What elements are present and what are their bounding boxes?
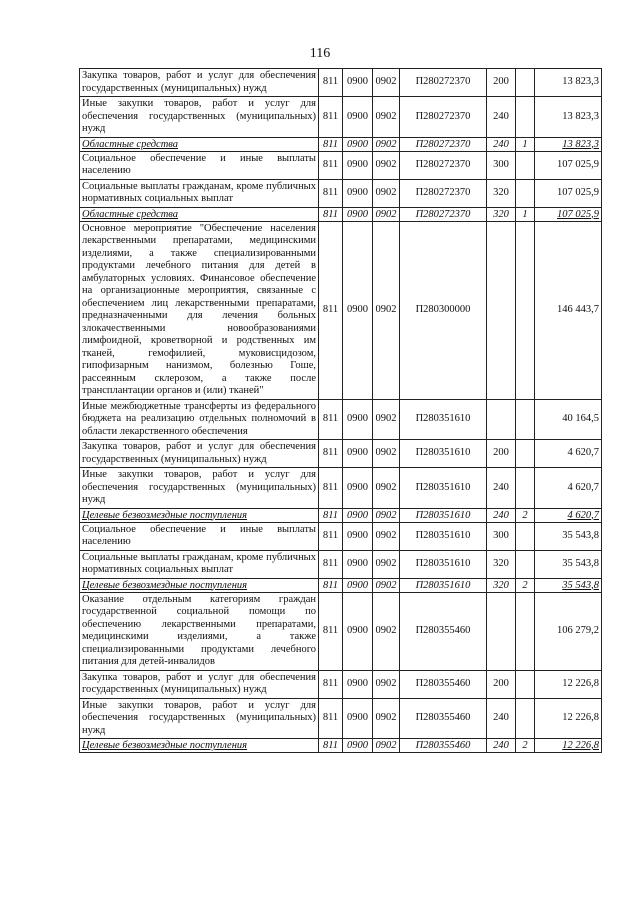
row-expense-type-code: 240	[487, 97, 516, 138]
table-row	[80, 550, 602, 578]
row-section-code: 0900	[343, 221, 373, 399]
row-expense-type-code: 240	[487, 468, 516, 509]
row-target-code: П280351610	[400, 508, 487, 522]
row-subsection-code: 0902	[373, 440, 400, 468]
row-target-code: П280351610	[400, 468, 487, 509]
row-target-code: П280272370	[400, 137, 487, 151]
row-subsection-code: 0902	[373, 578, 400, 592]
row-source-code: 2	[516, 508, 535, 522]
row-target-code: П280351610	[400, 399, 487, 440]
row-section-code: 0900	[343, 151, 373, 179]
row-source-code	[516, 151, 535, 179]
row-target-code: П280272370	[400, 179, 487, 207]
row-subsection-code: 0902	[373, 550, 400, 578]
row-expense-type-code: 300	[487, 151, 516, 179]
row-admin-code: 811	[319, 739, 343, 753]
row-source-code	[516, 221, 535, 399]
row-expense-type-code: 240	[487, 137, 516, 151]
row-target-code: П280272370	[400, 207, 487, 221]
row-target-code: П280351610	[400, 440, 487, 468]
row-admin-code: 811	[319, 69, 343, 97]
row-section-code: 0900	[343, 468, 373, 509]
row-description: Иные закупки товаров, работ и услуг для обеспечения государственных (муниципальных) нужд	[80, 97, 319, 138]
row-admin-code: 811	[319, 698, 343, 739]
row-source-code	[516, 69, 535, 97]
row-target-code: П280300000	[400, 221, 487, 399]
row-source-code: 2	[516, 578, 535, 592]
row-target-code: П280272370	[400, 69, 487, 97]
row-description: Социальные выплаты гражданам, кроме публичных нормативных социальных выплат	[80, 179, 319, 207]
row-section-code: 0900	[343, 578, 373, 592]
row-section-code: 0900	[343, 592, 373, 670]
row-target-code: П280355460	[400, 592, 487, 670]
row-amount: 107 025,9	[535, 179, 602, 207]
row-subsection-code: 0902	[373, 468, 400, 509]
row-subsection-code: 0902	[373, 151, 400, 179]
row-amount: 35 543,8	[535, 522, 602, 550]
row-admin-code: 811	[319, 137, 343, 151]
row-subsection-code: 0902	[373, 508, 400, 522]
row-section-code: 0900	[343, 69, 373, 97]
row-description: Социальные выплаты гражданам, кроме публичных нормативных социальных выплат	[80, 550, 319, 578]
table-row	[80, 221, 602, 399]
row-source-code	[516, 522, 535, 550]
row-admin-code: 811	[319, 440, 343, 468]
row-section-code: 0900	[343, 550, 373, 578]
table-row	[80, 468, 602, 509]
funding-source-row	[80, 508, 602, 522]
row-description: Целевые безвозмездные поступления	[80, 578, 319, 592]
row-section-code: 0900	[343, 698, 373, 739]
row-subsection-code: 0902	[373, 207, 400, 221]
row-expense-type-code: 200	[487, 69, 516, 97]
row-section-code: 0900	[343, 179, 373, 207]
row-amount: 35 543,8	[535, 550, 602, 578]
row-subsection-code: 0902	[373, 522, 400, 550]
row-amount: 35 543,8	[535, 578, 602, 592]
row-amount: 107 025,9	[535, 207, 602, 221]
row-amount: 12 226,8	[535, 739, 602, 753]
funding-source-row	[80, 207, 602, 221]
funding-source-row	[80, 137, 602, 151]
row-admin-code: 811	[319, 399, 343, 440]
row-admin-code: 811	[319, 592, 343, 670]
row-description: Иные межбюджетные трансферты из федерального бюджета на реализацию отдельных полномочий в области лекарственного обеспечения	[80, 399, 319, 440]
table-row	[80, 151, 602, 179]
row-target-code: П280355460	[400, 698, 487, 739]
row-description: Оказание отдельным категориям граждан государственной социальной помощи по обеспечению лекарственными препаратами, медицинскими изделиями, а также специализированными продуктами лечебного питания для детей-инвалидов	[80, 592, 319, 670]
row-description: Закупка товаров, работ и услуг для обеспечения государственных (муниципальных) нужд	[80, 69, 319, 97]
row-subsection-code: 0902	[373, 698, 400, 739]
row-source-code	[516, 592, 535, 670]
row-admin-code: 811	[319, 522, 343, 550]
row-admin-code: 811	[319, 508, 343, 522]
row-subsection-code: 0902	[373, 592, 400, 670]
row-source-code	[516, 550, 535, 578]
row-section-code: 0900	[343, 508, 373, 522]
row-subsection-code: 0902	[373, 179, 400, 207]
row-subsection-code: 0902	[373, 399, 400, 440]
funding-source-row	[80, 578, 602, 592]
row-description: Иные закупки товаров, работ и услуг для обеспечения государственных (муниципальных) нужд	[80, 468, 319, 509]
row-expense-type-code	[487, 592, 516, 670]
row-description: Закупка товаров, работ и услуг для обеспечения государственных (муниципальных) нужд	[80, 670, 319, 698]
row-amount: 13 823,3	[535, 69, 602, 97]
row-admin-code: 811	[319, 550, 343, 578]
row-expense-type-code	[487, 221, 516, 399]
row-source-code	[516, 670, 535, 698]
row-source-code	[516, 97, 535, 138]
row-amount: 106 279,2	[535, 592, 602, 670]
row-source-code	[516, 399, 535, 440]
row-target-code: П280272370	[400, 97, 487, 138]
row-subsection-code: 0902	[373, 221, 400, 399]
row-description: Целевые безвозмездные поступления	[80, 739, 319, 753]
row-subsection-code: 0902	[373, 69, 400, 97]
row-description: Целевые безвозмездные поступления	[80, 508, 319, 522]
row-target-code: П280272370	[400, 151, 487, 179]
row-expense-type-code: 200	[487, 440, 516, 468]
row-description: Закупка товаров, работ и услуг для обеспечения государственных (муниципальных) нужд	[80, 440, 319, 468]
row-section-code: 0900	[343, 670, 373, 698]
table-row	[80, 440, 602, 468]
row-target-code: П280351610	[400, 550, 487, 578]
row-subsection-code: 0902	[373, 137, 400, 151]
page-number: 116	[309, 46, 331, 61]
row-subsection-code: 0902	[373, 739, 400, 753]
row-section-code: 0900	[343, 137, 373, 151]
table-row	[80, 97, 602, 138]
table-row	[80, 69, 602, 97]
row-amount: 13 823,3	[535, 97, 602, 138]
row-expense-type-code: 240	[487, 739, 516, 753]
row-description: Основное мероприятие "Обеспечение населения лекарственными препаратами, медицинскими изделиями, а также специализированными продуктами лечебного питания для детей в амбулаторных условиях. Финансовое обеспечение на организационные мероприятия, связанные с обеспечением лиц лекарственными препаратами, предназначенными для лечения больных злокачественными новообразованиями лимфоидной, кроветворной и родственных им тканей, гемофилией, муковисцидозом, гипофизарным нанизмом, болезнью Гоше, рассеянным склерозом, а также после трансплантации органов и (или) тканей"	[80, 221, 319, 399]
row-amount: 107 025,9	[535, 151, 602, 179]
row-admin-code: 811	[319, 179, 343, 207]
table-row	[80, 399, 602, 440]
row-target-code: П280351610	[400, 578, 487, 592]
row-admin-code: 811	[319, 207, 343, 221]
row-expense-type-code: 320	[487, 550, 516, 578]
row-expense-type-code	[487, 399, 516, 440]
row-source-code: 1	[516, 207, 535, 221]
row-source-code	[516, 468, 535, 509]
row-description: Областные средства	[80, 137, 319, 151]
table-row	[80, 670, 602, 698]
row-section-code: 0900	[343, 440, 373, 468]
row-amount: 13 823,3	[535, 137, 602, 151]
budget-table-body	[80, 69, 602, 753]
row-expense-type-code: 300	[487, 522, 516, 550]
row-description: Социальное обеспечение и иные выплаты населению	[80, 151, 319, 179]
row-amount: 4 620,7	[535, 440, 602, 468]
row-admin-code: 811	[319, 97, 343, 138]
row-amount: 4 620,7	[535, 508, 602, 522]
row-target-code: П280355460	[400, 670, 487, 698]
row-description: Иные закупки товаров, работ и услуг для обеспечения государственных (муниципальных) нужд	[80, 698, 319, 739]
row-admin-code: 811	[319, 221, 343, 399]
row-source-code	[516, 698, 535, 739]
row-expense-type-code: 320	[487, 578, 516, 592]
row-subsection-code: 0902	[373, 670, 400, 698]
row-section-code: 0900	[343, 739, 373, 753]
row-target-code: П280351610	[400, 522, 487, 550]
table-row	[80, 592, 602, 670]
row-expense-type-code: 320	[487, 207, 516, 221]
row-expense-type-code: 240	[487, 508, 516, 522]
row-description: Социальное обеспечение и иные выплаты населению	[80, 522, 319, 550]
row-admin-code: 811	[319, 151, 343, 179]
funding-source-row	[80, 739, 602, 753]
row-expense-type-code: 320	[487, 179, 516, 207]
row-admin-code: 811	[319, 468, 343, 509]
row-amount: 4 620,7	[535, 468, 602, 509]
row-expense-type-code: 240	[487, 698, 516, 739]
row-amount: 12 226,8	[535, 698, 602, 739]
row-section-code: 0900	[343, 207, 373, 221]
row-section-code: 0900	[343, 97, 373, 138]
table-row	[80, 179, 602, 207]
row-amount: 40 164,5	[535, 399, 602, 440]
row-target-code: П280355460	[400, 739, 487, 753]
row-source-code	[516, 440, 535, 468]
row-source-code	[516, 179, 535, 207]
row-admin-code: 811	[319, 578, 343, 592]
row-expense-type-code: 200	[487, 670, 516, 698]
row-amount: 12 226,8	[535, 670, 602, 698]
row-admin-code: 811	[319, 670, 343, 698]
row-section-code: 0900	[343, 522, 373, 550]
budget-table	[79, 68, 602, 753]
row-amount: 146 443,7	[535, 221, 602, 399]
row-source-code: 1	[516, 137, 535, 151]
table-row	[80, 522, 602, 550]
row-description: Областные средства	[80, 207, 319, 221]
row-source-code: 2	[516, 739, 535, 753]
row-section-code: 0900	[343, 399, 373, 440]
table-row	[80, 698, 602, 739]
row-subsection-code: 0902	[373, 97, 400, 138]
